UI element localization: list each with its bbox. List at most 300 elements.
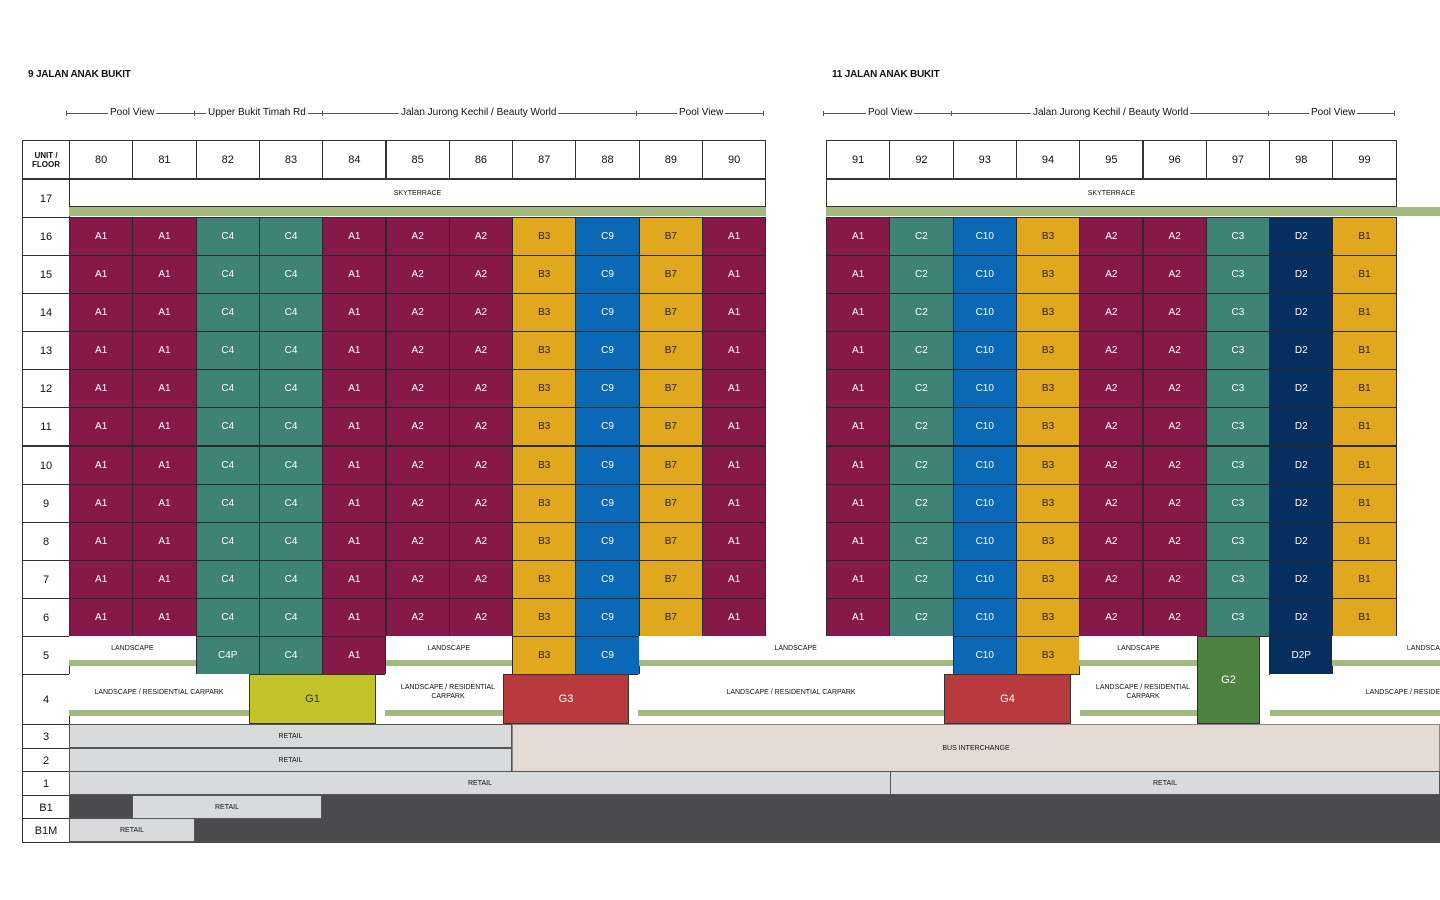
unit-cell: C4 — [259, 293, 323, 332]
unit-cell: B7 — [639, 293, 703, 332]
unit-cell: A1 — [826, 560, 890, 599]
unit-g3: G3 — [503, 674, 629, 724]
unit-cell: C4 — [196, 560, 260, 599]
unit-cell: A2 — [1079, 293, 1143, 332]
unit-cell: A2 — [386, 331, 450, 370]
bus-interchange-zone: BUS INTERCHANGE — [512, 724, 1440, 772]
unit-cell: A2 — [449, 293, 513, 332]
unit-number: 80 — [69, 140, 133, 179]
unit-cell: A1 — [322, 331, 386, 370]
unit-cell: B1 — [1332, 522, 1396, 561]
unit-cell: A1 — [826, 407, 890, 446]
unit-cell: A2 — [1079, 255, 1143, 294]
unit-cell: A2 — [1143, 369, 1207, 408]
landscape-carpark-zone: LANDSCAPE / RESIDENTIAL CARPARK — [69, 674, 249, 716]
unit-cell: C4 — [196, 255, 260, 294]
unit-cell: A2 — [449, 255, 513, 294]
left-view-label: Pool View — [677, 107, 725, 121]
unit-cell: C2 — [889, 255, 953, 294]
unit-cell: B7 — [639, 522, 703, 561]
unit-cell: C10 — [953, 446, 1017, 485]
unit-cell: A2 — [449, 446, 513, 485]
unit-cell: C4 — [196, 407, 260, 446]
unit-cell: C9 — [575, 560, 639, 599]
floor-label: 16 — [22, 217, 70, 256]
floor-label: 14 — [22, 293, 70, 332]
unit-cell: C10 — [953, 560, 1017, 599]
unit-cell: C4 — [259, 446, 323, 485]
unit-cell: B3 — [1016, 636, 1080, 675]
unit-cell: B3 — [1016, 484, 1080, 523]
unit-cell: A1 — [702, 369, 766, 408]
unit-cell: A2 — [449, 522, 513, 561]
unit-cell: A1 — [702, 217, 766, 256]
unit-cell: B7 — [639, 446, 703, 485]
unit-cell: D2 — [1269, 522, 1333, 561]
unit-cell: A2 — [1079, 369, 1143, 408]
unit-number: 93 — [953, 140, 1017, 179]
unit-cell: A1 — [702, 331, 766, 370]
unit-cell: A1 — [69, 369, 133, 408]
unit-cell: C3 — [1206, 407, 1270, 446]
unit-cell: B3 — [1016, 369, 1080, 408]
landscape-zone: LANDSCAPE — [639, 636, 953, 666]
unit-cell: C9 — [575, 331, 639, 370]
unit-cell: A2 — [386, 407, 450, 446]
retail-zone: RETAIL — [69, 748, 512, 772]
unit-cell: A1 — [132, 484, 196, 523]
unit-cell: A1 — [132, 293, 196, 332]
unit-cell: A2 — [449, 598, 513, 637]
unit-cell: B3 — [1016, 446, 1080, 485]
unit-cell: A1 — [69, 484, 133, 523]
floor-label: 15 — [22, 255, 70, 294]
unit-cell: B7 — [639, 407, 703, 446]
unit-cell: B1 — [1332, 369, 1396, 408]
unit-number: 84 — [322, 140, 386, 179]
unit-cell: A1 — [69, 560, 133, 599]
floor-label: 5 — [22, 636, 70, 675]
unit-cell: A1 — [702, 484, 766, 523]
unit-number: 96 — [1143, 140, 1207, 179]
unit-cell: B1 — [1332, 598, 1396, 637]
unit-cell: B3 — [1016, 560, 1080, 599]
unit-cell: C10 — [953, 293, 1017, 332]
unit-cell: A1 — [702, 522, 766, 561]
floor-label: 13 — [22, 331, 70, 370]
floor-label: 17 — [22, 179, 70, 218]
landscape-zone: LANDSCA — [1332, 636, 1440, 666]
floor-label: 3 — [22, 724, 70, 749]
floor-label: 8 — [22, 522, 70, 561]
unit-cell: C3 — [1206, 598, 1270, 637]
unit-number: 98 — [1269, 140, 1333, 179]
unit-cell: C2 — [889, 522, 953, 561]
unit-cell: C10 — [953, 369, 1017, 408]
unit-cell: A1 — [69, 446, 133, 485]
unit-cell: C4 — [259, 484, 323, 523]
unit-cell: A1 — [322, 598, 386, 637]
unit-cell: A1 — [69, 522, 133, 561]
skyterrace-gap — [766, 207, 826, 216]
unit-cell: B3 — [1016, 407, 1080, 446]
retail-zone: RETAIL — [69, 818, 195, 842]
landscape-carpark-zone: LANDSCAPE / RESIDE — [1270, 674, 1440, 716]
unit-number: 88 — [575, 140, 639, 179]
unit-cell: A2 — [1143, 522, 1207, 561]
unit-cell: A1 — [322, 560, 386, 599]
unit-cell: A1 — [322, 407, 386, 446]
right-view-label: Pool View — [1309, 107, 1357, 121]
unit-cell: A1 — [132, 217, 196, 256]
left-view-tick — [194, 111, 195, 116]
floor-label: 4 — [22, 674, 70, 725]
unit-cell: B3 — [512, 331, 576, 370]
left-view-tick — [763, 111, 764, 116]
right-view-tick — [1268, 111, 1269, 116]
unit-cell: B7 — [639, 560, 703, 599]
unit-cell: A2 — [449, 484, 513, 523]
unit-cell: A2 — [386, 522, 450, 561]
unit-cell: A2 — [1143, 331, 1207, 370]
unit-cell: C4 — [259, 636, 323, 675]
unit-cell: D2 — [1269, 446, 1333, 485]
unit-cell: D2 — [1269, 407, 1333, 446]
unit-cell: B1 — [1332, 560, 1396, 599]
unit-cell: A1 — [826, 484, 890, 523]
unit-cell: A2 — [1143, 255, 1207, 294]
unit-number: 90 — [702, 140, 766, 179]
unit-cell: B3 — [512, 217, 576, 256]
unit-cell: D2 — [1269, 369, 1333, 408]
unit-cell: C10 — [953, 407, 1017, 446]
unit-cell: D2 — [1269, 560, 1333, 599]
unit-cell: B7 — [639, 217, 703, 256]
unit-cell: A2 — [1143, 598, 1207, 637]
unit-cell: B3 — [1016, 217, 1080, 256]
unit-cell: B3 — [1016, 331, 1080, 370]
unit-number: 82 — [196, 140, 260, 179]
unit-number: 94 — [1016, 140, 1080, 179]
unit-number: 81 — [132, 140, 196, 179]
unit-cell: A2 — [386, 560, 450, 599]
unit-cell: A2 — [386, 484, 450, 523]
unit-cell: C10 — [953, 255, 1017, 294]
right-view-tick — [1394, 111, 1395, 116]
floor-label: 7 — [22, 560, 70, 599]
unit-cell: A2 — [449, 560, 513, 599]
right-view-tick — [951, 111, 952, 116]
unit-cell: B1 — [1332, 484, 1396, 523]
unit-cell: C9 — [575, 293, 639, 332]
unit-number: 85 — [386, 140, 450, 179]
unit-cell: A2 — [449, 369, 513, 408]
unit-cell: C3 — [1206, 560, 1270, 599]
unit-cell: A2 — [1079, 217, 1143, 256]
unit-cell: C4 — [259, 217, 323, 256]
unit-cell: A2 — [1079, 598, 1143, 637]
unit-cell: B7 — [639, 255, 703, 294]
unit-cell: C9 — [575, 369, 639, 408]
unit-cell: A1 — [132, 598, 196, 637]
landscape-zone: LANDSCAPE — [386, 636, 513, 666]
unit-cell: A1 — [826, 598, 890, 637]
unit-cell: C2 — [889, 560, 953, 599]
unit-cell: B7 — [639, 598, 703, 637]
unit-cell: A1 — [322, 484, 386, 523]
unit-cell: A1 — [702, 446, 766, 485]
retail-zone: RETAIL — [890, 771, 1440, 795]
unit-cell: A2 — [1143, 560, 1207, 599]
unit-cell: C10 — [953, 484, 1017, 523]
unit-number: 83 — [259, 140, 323, 179]
unit-cell: C2 — [889, 217, 953, 256]
unit-cell: C4 — [259, 331, 323, 370]
unit-cell: B3 — [512, 560, 576, 599]
unit-cell: B1 — [1332, 255, 1396, 294]
unit-cell: C4 — [196, 598, 260, 637]
unit-cell: C4 — [259, 369, 323, 408]
unit-cell: A1 — [826, 369, 890, 408]
unit-cell: B3 — [512, 369, 576, 408]
block-title-11: 11 JALAN ANAK BUKIT — [832, 69, 940, 80]
unit-cell: C2 — [889, 484, 953, 523]
unit-number: 92 — [889, 140, 953, 179]
unit-cell: A2 — [449, 331, 513, 370]
landscape-carpark-zone: LANDSCAPE / RESIDENTIAL CARPARK — [385, 674, 511, 716]
unit-cell: C10 — [953, 522, 1017, 561]
left-view-tick — [322, 111, 323, 116]
unit-cell: A1 — [322, 522, 386, 561]
skyterrace-right: SKYTERRACE — [826, 179, 1397, 207]
unit-cell: A1 — [132, 560, 196, 599]
unit-cell: A1 — [322, 636, 386, 675]
unit-cell: A2 — [386, 217, 450, 256]
right-view-label: Pool View — [866, 107, 914, 121]
unit-cell: D2 — [1269, 255, 1333, 294]
unit-cell: B3 — [1016, 522, 1080, 561]
unit-cell: A2 — [1143, 407, 1207, 446]
unit-cell: C3 — [1206, 369, 1270, 408]
unit-cell: C4 — [196, 331, 260, 370]
left-view-tick — [636, 111, 637, 116]
unit-cell: A1 — [69, 293, 133, 332]
unit-cell: B1 — [1332, 331, 1396, 370]
unit-number: 86 — [449, 140, 513, 179]
unit-cell: A1 — [132, 331, 196, 370]
unit-cell: A2 — [1143, 484, 1207, 523]
unit-cell: C2 — [889, 407, 953, 446]
unit-cell: A1 — [322, 369, 386, 408]
unit-cell: A2 — [1143, 446, 1207, 485]
landscape-zone: LANDSCAPE — [1079, 636, 1198, 666]
unit-cell: A2 — [1079, 446, 1143, 485]
unit-cell: D2 — [1269, 484, 1333, 523]
unit-cell: B1 — [1332, 446, 1396, 485]
unit-cell: A1 — [322, 255, 386, 294]
unit-cell: A1 — [69, 217, 133, 256]
unit-number: 97 — [1206, 140, 1270, 179]
unit-cell: A1 — [826, 255, 890, 294]
unit-cell: C2 — [889, 598, 953, 637]
unit-cell: C2 — [889, 331, 953, 370]
unit-cell: C3 — [1206, 217, 1270, 256]
unit-cell: B3 — [512, 484, 576, 523]
unit-cell: D2 — [1269, 331, 1333, 370]
unit-cell: C9 — [575, 255, 639, 294]
landscape-zone: LANDSCAPE — [69, 636, 196, 666]
unit-cell: A1 — [826, 522, 890, 561]
unit-cell: C3 — [1206, 293, 1270, 332]
unit-cell: A2 — [1079, 522, 1143, 561]
unit-cell: C4P — [196, 636, 260, 675]
unit-cell: C2 — [889, 369, 953, 408]
unit-cell: C9 — [575, 598, 639, 637]
unit-cell: A1 — [702, 598, 766, 637]
unit-cell: A1 — [69, 407, 133, 446]
unit-cell: A1 — [826, 293, 890, 332]
floor-label: 9 — [22, 484, 70, 523]
landscape-carpark-zone: LANDSCAPE / RESIDENTIAL CARPARK — [638, 674, 944, 716]
unit-cell: C9 — [575, 522, 639, 561]
unit-cell: C3 — [1206, 331, 1270, 370]
unit-cell: B3 — [1016, 598, 1080, 637]
unit-g1: G1 — [249, 674, 376, 724]
unit-cell: C2 — [889, 293, 953, 332]
retail-zone: RETAIL — [132, 795, 322, 819]
unit-cell: A2 — [449, 217, 513, 256]
unit-cell: A2 — [386, 255, 450, 294]
unit-cell: A1 — [702, 255, 766, 294]
unit-cell: D2P — [1269, 636, 1333, 675]
left-view-label: Pool View — [108, 107, 156, 121]
floor-label: 11 — [22, 407, 70, 446]
unit-cell: B7 — [639, 369, 703, 408]
unit-g2: G2 — [1197, 636, 1260, 724]
unit-cell: B1 — [1332, 407, 1396, 446]
unit-cell: C4 — [259, 598, 323, 637]
unit-cell: C3 — [1206, 484, 1270, 523]
floor-label: B1 — [22, 795, 70, 820]
unit-cell: C3 — [1206, 255, 1270, 294]
unit-cell: C4 — [196, 446, 260, 485]
unit-cell: B3 — [1016, 255, 1080, 294]
unit-cell: A1 — [826, 331, 890, 370]
unit-cell: B7 — [639, 331, 703, 370]
unit-cell: C4 — [196, 484, 260, 523]
unit-cell: A1 — [826, 446, 890, 485]
unit-cell: C4 — [259, 560, 323, 599]
unit-cell: A2 — [1143, 217, 1207, 256]
skyterrace-left: SKYTERRACE — [69, 179, 766, 207]
unit-cell: A1 — [826, 217, 890, 256]
floor-label: 2 — [22, 748, 70, 773]
unit-cell: C4 — [259, 522, 323, 561]
unit-cell: A2 — [1079, 560, 1143, 599]
unit-cell: B1 — [1332, 293, 1396, 332]
unit-cell: A2 — [386, 446, 450, 485]
unit-cell: D2 — [1269, 217, 1333, 256]
unit-number: 99 — [1332, 140, 1396, 179]
unit-cell: A2 — [386, 369, 450, 408]
unit-cell: C9 — [575, 636, 639, 675]
unit-cell: A2 — [386, 598, 450, 637]
unit-cell: A1 — [132, 369, 196, 408]
unit-cell: C10 — [953, 636, 1017, 675]
unit-cell: A1 — [132, 255, 196, 294]
unit-cell: C3 — [1206, 446, 1270, 485]
unit-cell: D2 — [1269, 293, 1333, 332]
unit-cell: A1 — [322, 217, 386, 256]
unit-cell: B3 — [512, 255, 576, 294]
unit-cell: C4 — [196, 293, 260, 332]
unit-cell: C4 — [196, 369, 260, 408]
block-title-9: 9 JALAN ANAK BUKIT — [28, 69, 131, 80]
left-view-label: Upper Bukit Timah Rd — [206, 107, 308, 121]
unit-cell: C4 — [259, 255, 323, 294]
unit-cell: C2 — [889, 446, 953, 485]
unit-cell: A1 — [132, 407, 196, 446]
unit-cell: C3 — [1206, 522, 1270, 561]
unit-cell: B7 — [639, 484, 703, 523]
unit-cell: A2 — [449, 407, 513, 446]
floor-label: B1M — [22, 818, 70, 843]
unit-cell: A1 — [702, 560, 766, 599]
unit-cell: C4 — [196, 522, 260, 561]
unit-floor-header: UNIT / FLOOR — [22, 140, 70, 179]
unit-cell: A1 — [322, 293, 386, 332]
unit-cell: B3 — [512, 293, 576, 332]
left-view-label: Jalan Jurong Kechil / Beauty World — [399, 107, 558, 121]
unit-cell: A2 — [1143, 293, 1207, 332]
unit-g4: G4 — [944, 674, 1071, 724]
unit-cell: A1 — [132, 446, 196, 485]
retail-zone: RETAIL — [69, 724, 512, 748]
unit-cell: A2 — [386, 293, 450, 332]
unit-cell: C9 — [575, 484, 639, 523]
unit-cell: B3 — [512, 636, 576, 675]
unit-cell: A1 — [322, 446, 386, 485]
unit-cell: A1 — [702, 293, 766, 332]
left-view-tick — [66, 111, 67, 116]
right-view-label: Jalan Jurong Kechil / Beauty World — [1031, 107, 1190, 121]
unit-cell: A2 — [1079, 331, 1143, 370]
unit-cell: B3 — [512, 446, 576, 485]
unit-cell: A2 — [1079, 407, 1143, 446]
unit-cell: C4 — [196, 217, 260, 256]
floor-label: 1 — [22, 771, 70, 796]
unit-number: 91 — [826, 140, 890, 179]
unit-cell: C4 — [259, 407, 323, 446]
unit-cell: C9 — [575, 407, 639, 446]
unit-number: 89 — [639, 140, 703, 179]
unit-cell: B3 — [512, 598, 576, 637]
unit-number: 87 — [512, 140, 576, 179]
unit-cell: C9 — [575, 446, 639, 485]
unit-cell: C9 — [575, 217, 639, 256]
skyterrace-divider — [69, 207, 1440, 216]
landscape-carpark-zone: LANDSCAPE / RESIDENTIAL CARPARK — [1080, 674, 1206, 716]
unit-cell: B3 — [512, 407, 576, 446]
unit-cell: A2 — [1079, 484, 1143, 523]
unit-cell: A1 — [69, 331, 133, 370]
unit-cell: A1 — [132, 522, 196, 561]
unit-cell: A1 — [702, 407, 766, 446]
unit-cell: A1 — [69, 598, 133, 637]
retail-zone: RETAIL — [69, 771, 891, 795]
unit-cell: B3 — [1016, 293, 1080, 332]
unit-cell: D2 — [1269, 598, 1333, 637]
